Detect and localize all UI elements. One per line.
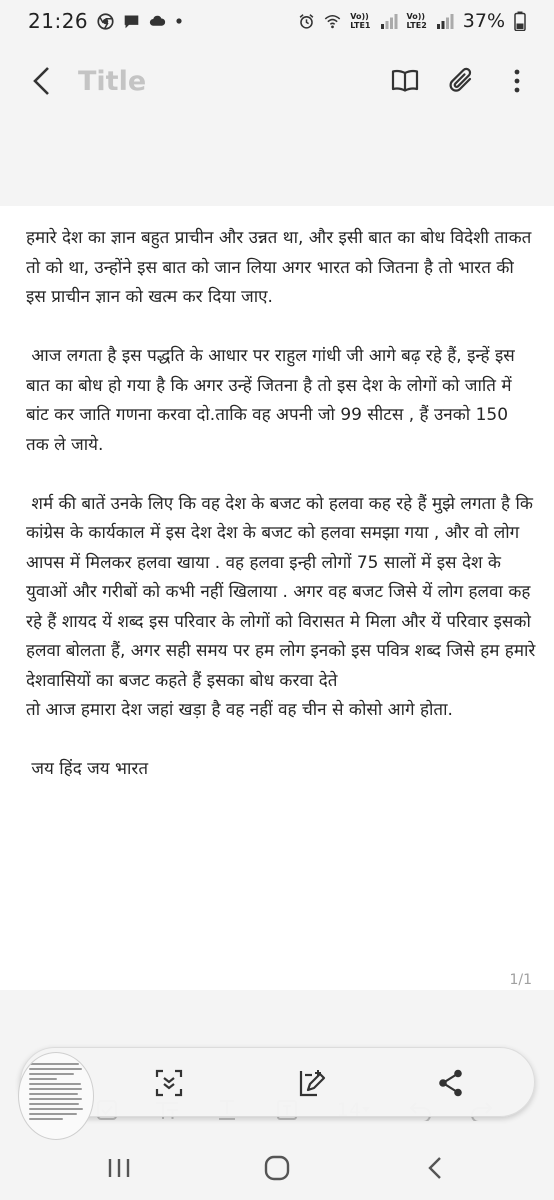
status-bar <box>0 0 554 42</box>
message-icon <box>123 13 140 30</box>
paperclip-icon <box>448 67 474 95</box>
home-button[interactable] <box>247 1143 307 1193</box>
reading-mode-button[interactable] <box>388 61 422 101</box>
signal1-icon <box>380 13 398 29</box>
signal2-icon <box>436 13 454 29</box>
title-field[interactable]: Title <box>78 65 147 97</box>
status-right <box>298 10 526 32</box>
sim1-indicator <box>350 12 370 30</box>
share-button[interactable] <box>431 1063 471 1103</box>
sim1-lte: LTE1 <box>350 21 371 30</box>
sim2-lte: LTE2 <box>406 21 427 30</box>
back-button[interactable] <box>20 59 64 103</box>
note-paragraph: शर्म की बातें उनके लिए कि वह देश के बजट को हलवा कह रहे हैं मुझे लगता है कि कांग्रेस के कार्यकाल में इस देश देश के बजट को हलवा समझा गया , और वो लोग आपस में मिलकर हलवा खाया . वह हलवा इन्ही लोगों 75 सालों में इस देश के युवाओं और गरीबों को कभी नहीं खिलाया . अगर वह बजट जिसे यें लोग हलवा कह रहे हैं शायद यें शब्द इस परिवार के लोगों को विरासत मे मिला और यें परिवार इसको हलवा बोलता हैं, अगर सही समय पर हम लोग इनको इस पवित्र शब्द जिसे हम हमारे देशवासियों का बजट कहते हैं इसका बोध करवा देते तो आज हमारा देश जहां खड़ा है वह नहीं वह चीन से कोसो आगे होता. <box>26 493 536 720</box>
share-icon <box>437 1068 465 1098</box>
more-vertical-icon <box>513 68 521 94</box>
scan-text-icon <box>154 1068 184 1098</box>
alarm-icon <box>298 13 315 30</box>
recent-apps-button[interactable] <box>89 1143 149 1193</box>
app-bar-actions <box>388 61 534 101</box>
dot-icon <box>175 17 183 25</box>
battery-icon <box>514 11 526 31</box>
note-signoff: जय हिंद जय भारत <box>26 759 149 779</box>
status-left <box>28 9 183 33</box>
note-thumbnail-preview <box>29 1063 85 1123</box>
sim2-volte: Vo)) <box>406 12 426 21</box>
scan-text-button[interactable] <box>149 1063 189 1103</box>
status-time: 21:26 <box>28 9 89 33</box>
note-body[interactable] <box>26 224 536 785</box>
attach-button[interactable] <box>444 61 478 101</box>
navigation-bar <box>0 1136 554 1200</box>
sim1-volte: Vo)) <box>350 12 369 21</box>
note-paragraph: हमारे देश का ज्ञान बहुत प्राचीन और उन्नत था, और इसी बात का बोध विदेशी ताकत तो को था, उन्होंने इस बात को जान लिया अगर भारत को जितना है तो भारत की इस प्राचीन ज्ञान को खत्म कर दिया जाए. <box>26 228 537 307</box>
nav-back-icon <box>427 1156 443 1180</box>
back-arrow-icon <box>31 66 53 96</box>
handwriting-pen-icon <box>295 1067 327 1099</box>
note-paragraph: आज लगता है इस पद्धति के आधार पर राहुल गांधी जी आगे बढ़ रहे हैं, इन्हें इस बात का बोध हो गया है कि अगर उन्हें जितना है तो इस देश के लोगों को जाति में बांट कर जाति गणना करवा दो.ताकि वह अपनी जो 99 सीटस , हैं उनको 150 तक ले जाये. <box>26 346 521 455</box>
page-indicator: 1/1 <box>509 972 532 988</box>
sim2-indicator <box>407 12 427 30</box>
book-icon <box>391 69 419 93</box>
app-bar <box>0 42 554 120</box>
battery-percent: 37% <box>462 10 505 32</box>
note-page[interactable] <box>0 206 554 990</box>
handwriting-button[interactable] <box>291 1063 331 1103</box>
recent-apps-icon <box>107 1157 131 1179</box>
note-thumbnail[interactable] <box>18 1052 94 1140</box>
floating-toolbar <box>20 1047 535 1117</box>
chrome-icon <box>97 13 114 30</box>
nav-back-button[interactable] <box>405 1143 465 1193</box>
wifi-icon <box>324 13 341 30</box>
home-icon <box>264 1155 290 1181</box>
more-options-button[interactable] <box>500 61 534 101</box>
cloud-icon <box>149 13 166 30</box>
